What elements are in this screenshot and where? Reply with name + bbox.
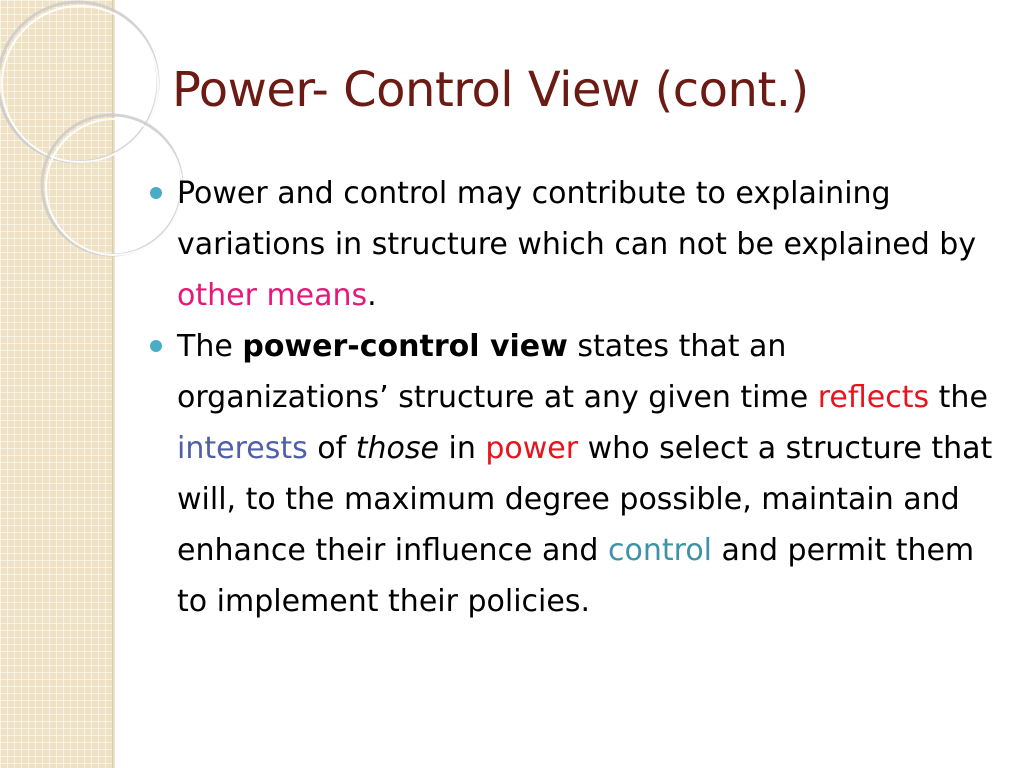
bullet-item-2 xyxy=(147,321,997,627)
bullet-1-text: Power and control may contribute to explaining variations in structure which can not be explained by xyxy=(177,176,977,262)
bullet-2-text-in: in xyxy=(438,431,486,466)
bullet-2-text-who: who select a structure that will, to the maximum degree possible, maintain and enhance their influence and xyxy=(177,431,993,568)
bullet-2-those: those xyxy=(355,431,439,466)
bullet-2-text-of: of xyxy=(307,431,356,466)
bullet-list xyxy=(147,168,997,627)
bullet-1-other-means: other means xyxy=(177,278,368,313)
bullet-2-control: control xyxy=(608,533,713,568)
bullet-2-text-states: states that an organizations’ structure at any given time xyxy=(177,329,818,415)
bullet-2-interests: interests xyxy=(177,431,308,466)
bullet-2-power-control-view: power-control view xyxy=(242,329,568,364)
bullet-2-power: power xyxy=(485,431,579,466)
bullet-2-reflects: reflects xyxy=(817,380,930,415)
bullet-1-period: . xyxy=(367,278,377,313)
bullet-dot-icon xyxy=(150,340,162,352)
bullet-dot-icon xyxy=(150,187,162,199)
bullet-2-text-the: The xyxy=(177,329,243,364)
bullet-2-text-the-2: the xyxy=(929,380,988,415)
slide-title: Power- Control View (cont.) xyxy=(172,62,809,118)
bullet-item-1 xyxy=(147,168,997,321)
bullet-2-text-end: and permit them to implement their policies. xyxy=(177,533,975,619)
